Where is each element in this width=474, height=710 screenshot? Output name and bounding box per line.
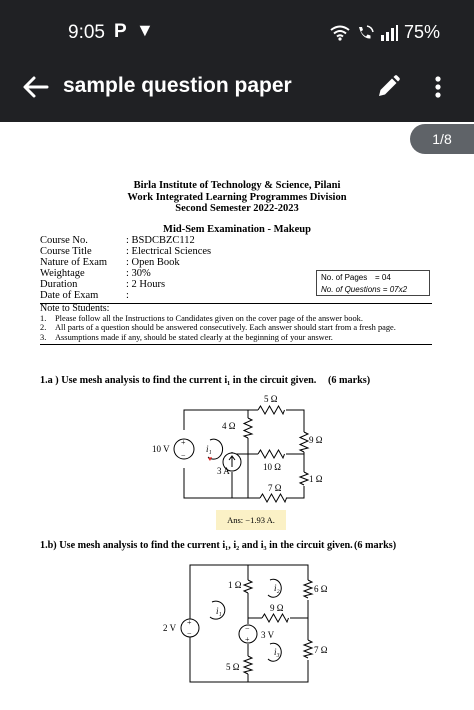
question-1b-text: 1.b) Use mesh analysis to find the current i₁, i₂ and i₃ in the circuit given.	[40, 540, 353, 551]
info-value: :	[126, 290, 129, 302]
label-mesh-i1: i₁	[216, 606, 222, 616]
svg-text:−: −	[181, 451, 186, 460]
notes-title: Note to Students:	[40, 303, 110, 314]
label-1-ohm: 1 Ω	[309, 474, 323, 484]
exam-meta-box	[316, 270, 430, 296]
label-10-ohm: 10 Ω	[263, 462, 281, 472]
status-time: 9:05	[68, 22, 105, 43]
note-text: Please follow all the Instructions to Candidates given on the cover page of the answer book.	[55, 313, 363, 323]
info-value: : 2 Hours	[126, 279, 166, 291]
question-1b-marks: (6 marks)	[354, 540, 397, 551]
status-bar	[0, 0, 474, 64]
info-row	[40, 257, 211, 268]
label-5-ohm: 5 Ω	[264, 394, 278, 404]
page-indicator: 1/8	[410, 124, 474, 154]
circuit-diagram-1b	[140, 560, 360, 690]
label-1-ohm: 1 Ω	[228, 580, 242, 590]
more-options-icon[interactable]	[426, 72, 450, 102]
label-3-amp: 3 A	[217, 466, 230, 476]
signal-icon	[380, 25, 398, 41]
wifi-calling-icon	[356, 25, 374, 41]
info-key: Weightage	[40, 268, 85, 280]
note-number: 2.	[40, 323, 47, 333]
svg-text:−: −	[187, 629, 192, 638]
institute-name: Birla Institute of Technology & Science, Pilani	[133, 180, 341, 191]
label-7-ohm: 7 Ω	[314, 645, 328, 655]
notification-p-icon: P	[114, 21, 127, 42]
info-row	[40, 246, 211, 257]
wifi-icon	[330, 25, 350, 41]
question-1a-marks: (6 marks)	[328, 375, 371, 386]
info-key: Date of Exam	[40, 290, 99, 302]
pages-label: No. of Pages	[321, 273, 368, 282]
document-page	[0, 154, 474, 710]
info-value: : Open Book	[126, 257, 180, 269]
label-9-ohm: 9 Ω	[270, 603, 284, 613]
notes-to-students	[40, 303, 432, 345]
svg-text:−: −	[245, 624, 250, 633]
course-info-table	[40, 235, 211, 302]
info-key: Course No.	[40, 235, 88, 246]
document-title: sample question paper	[63, 74, 292, 97]
note-item	[40, 323, 432, 333]
label-2-volt: 2 V	[163, 623, 177, 633]
label-5-ohm: 5 Ω	[226, 662, 240, 672]
info-value: : BSDCBZC112	[126, 235, 195, 246]
note-number: 1.	[40, 313, 47, 323]
info-row	[40, 279, 211, 290]
label-mesh-current: i₁	[206, 444, 212, 454]
info-key: Course Title	[40, 246, 92, 258]
question-1a-text: 1.a ) Use mesh analysis to find the current i₁ in the circuit given.	[40, 375, 317, 386]
label-mesh-i2: i₂	[274, 583, 280, 593]
info-value: : Electrical Sciences	[126, 246, 212, 258]
status-right	[330, 22, 440, 43]
svg-text:+: +	[181, 438, 186, 447]
svg-text:+: +	[187, 618, 192, 627]
info-row	[40, 268, 211, 279]
label-9-ohm: 9 Ω	[309, 435, 323, 445]
info-row	[40, 290, 211, 301]
info-key: Duration	[40, 279, 78, 291]
semester: Second Semester 2022-2023	[175, 203, 299, 215]
circuit-diagram-1a	[140, 390, 360, 510]
note-number: 3.	[40, 333, 47, 343]
edit-pencil-icon[interactable]	[375, 74, 401, 100]
label-mesh-i3: i₃	[274, 647, 280, 657]
label-4-ohm: 4 Ω	[222, 421, 236, 431]
label-3-volt: 3 V	[261, 630, 275, 640]
battery-percentage: 75%	[403, 22, 440, 42]
top-bar	[0, 0, 474, 122]
label-6-ohm: 6 Ω	[314, 584, 328, 594]
info-value: : 30%	[126, 268, 151, 280]
note-text: All parts of a question should be answered consecutively. Each answer should start from a fresh page.	[55, 323, 396, 333]
exam-title: Mid-Sem Examination - Makeup	[163, 224, 311, 235]
notification-v-icon: ▼	[136, 20, 154, 40]
info-row	[40, 235, 211, 246]
label-10-volt: 10 V	[152, 444, 170, 454]
info-key: Nature of Exam	[40, 257, 108, 269]
division-name: Work Integrated Learning Programmes Division	[127, 191, 347, 203]
pages-value: = 04	[375, 273, 391, 282]
questions-count: No. of Questions = 07x2	[321, 284, 408, 294]
note-item	[40, 314, 432, 324]
label-7-ohm: 7 Ω	[268, 483, 282, 493]
svg-text:+: +	[245, 635, 250, 644]
note-text: Assumptions made if any, should be stated clearly at the beginning of your answer.	[55, 333, 333, 343]
back-arrow-icon[interactable]	[20, 72, 50, 102]
note-item	[40, 333, 432, 343]
answer-box: Ans: −1.93 A.	[216, 510, 286, 530]
